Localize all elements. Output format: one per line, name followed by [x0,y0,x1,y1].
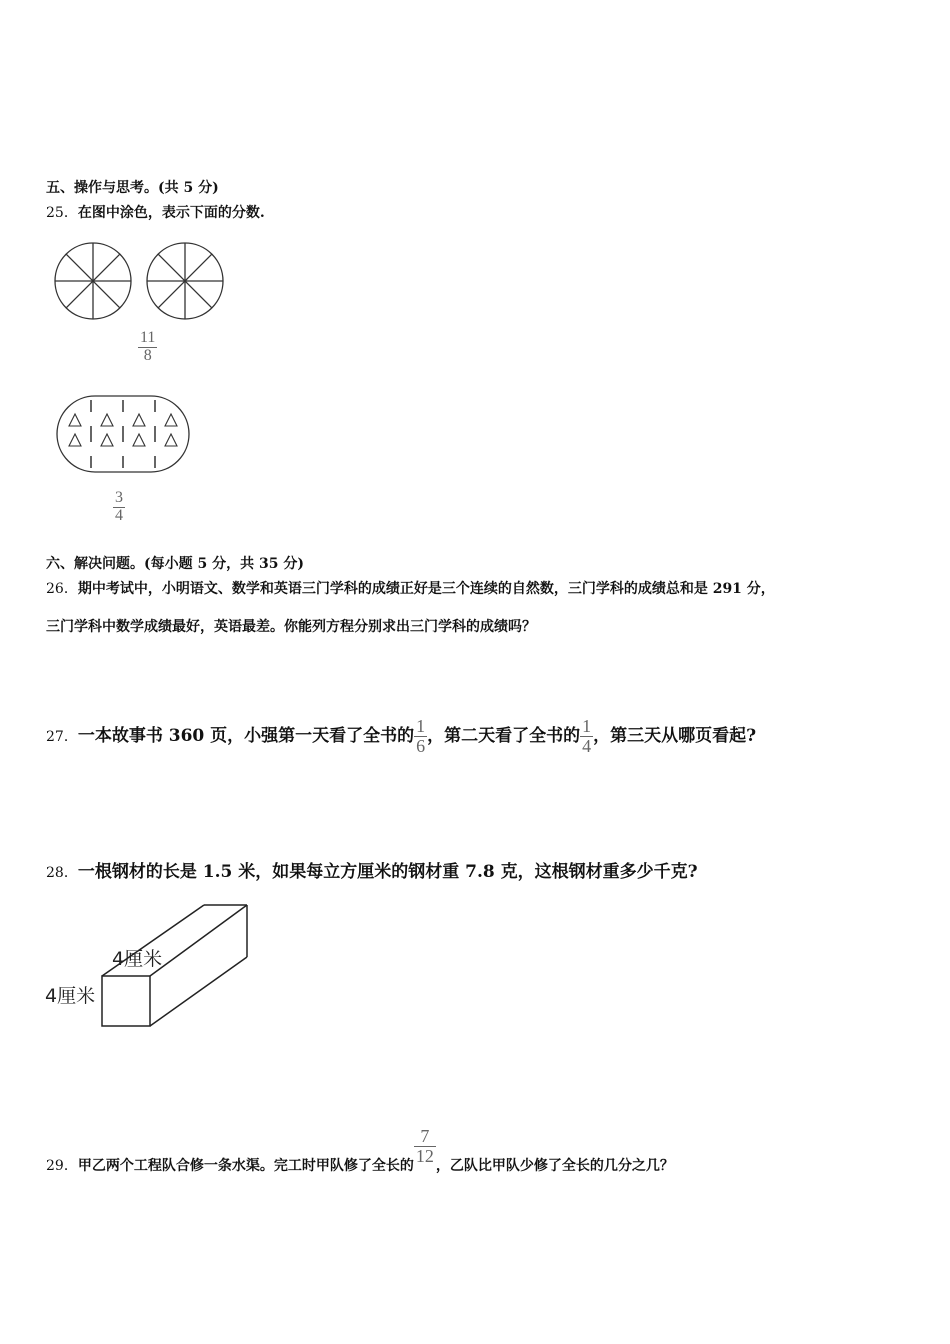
question-26-line2: 三门学科中数学成绩最好，英语最差。你能列方程分别求出三门学科的成绩吗？ [46,619,536,635]
triangles [56,414,177,446]
fraction-numerator: 1 [582,716,592,736]
question-29 [46,1127,674,1175]
fraction-numerator: 1 [416,716,426,736]
section-5-title: 五、操作与思考。(共 5 分) [46,180,219,196]
triangles-figure [55,392,191,476]
fraction-denominator: 12 [415,1145,434,1166]
fraction-1-4 [580,717,593,756]
fraction-denominator: 6 [416,735,426,756]
question-25-text: 在图中涂色，表示下面的分数. [77,205,265,221]
question-25-number: 25． [46,205,78,221]
question-26-text-1: 期中考试中，小明语文、数学和英语三门学科的成绩正好是三个连续的自然数，三门学科的成绩总和是 291 分， [77,581,775,597]
fraction-denominator: 8 [138,347,157,365]
question-27 [46,717,756,756]
question-28 [46,857,698,882]
fraction-3-4 [113,490,125,525]
question-25 [46,202,265,222]
cuboid-figure [44,895,254,1035]
fraction-numerator: 3 [115,489,123,506]
section-6-title: 六、解决问题。(每小题 5 分，共 35 分) [46,556,304,572]
circles-figure [50,238,230,324]
fraction-denominator: 4 [582,735,592,756]
question-27-text-1: 一本故事书 360 页，小强第一天看了全书的 [77,725,415,746]
question-27-text-2: ，第二天看了全书的 [427,725,581,746]
question-28-number: 28． [46,865,78,881]
question-26-line1 [46,578,775,598]
question-29-text-1: 甲乙两个工程队合修一条水渠。完工时甲队修了全长的 [77,1157,414,1174]
question-28-text: 一根钢材的长是 1.5 米，如果每立方厘米的钢材重 7.8 克，这根钢材重多少千克? [77,862,698,882]
question-26-number: 26． [46,581,78,597]
fraction-denominator: 4 [115,506,123,524]
question-27-number: 27． [46,728,78,745]
question-27-text-3: ，第三天从哪页看起? [593,725,757,746]
label-side-height: 4厘米 [45,985,96,1007]
question-29-number: 29． [46,1157,78,1174]
label-top-width: 4厘米 [112,948,163,970]
fraction-1-6 [414,717,427,756]
question-29-text-2: ，乙队比甲队少修了全长的几分之几？ [435,1157,674,1174]
fraction-numerator: 11 [140,329,156,346]
circle-right [147,243,223,319]
dividers [91,400,155,468]
fraction-numerator: 7 [420,1126,430,1146]
fraction-7-12 [414,1127,436,1166]
fraction-11-8 [138,330,157,365]
circle-left [55,243,131,319]
